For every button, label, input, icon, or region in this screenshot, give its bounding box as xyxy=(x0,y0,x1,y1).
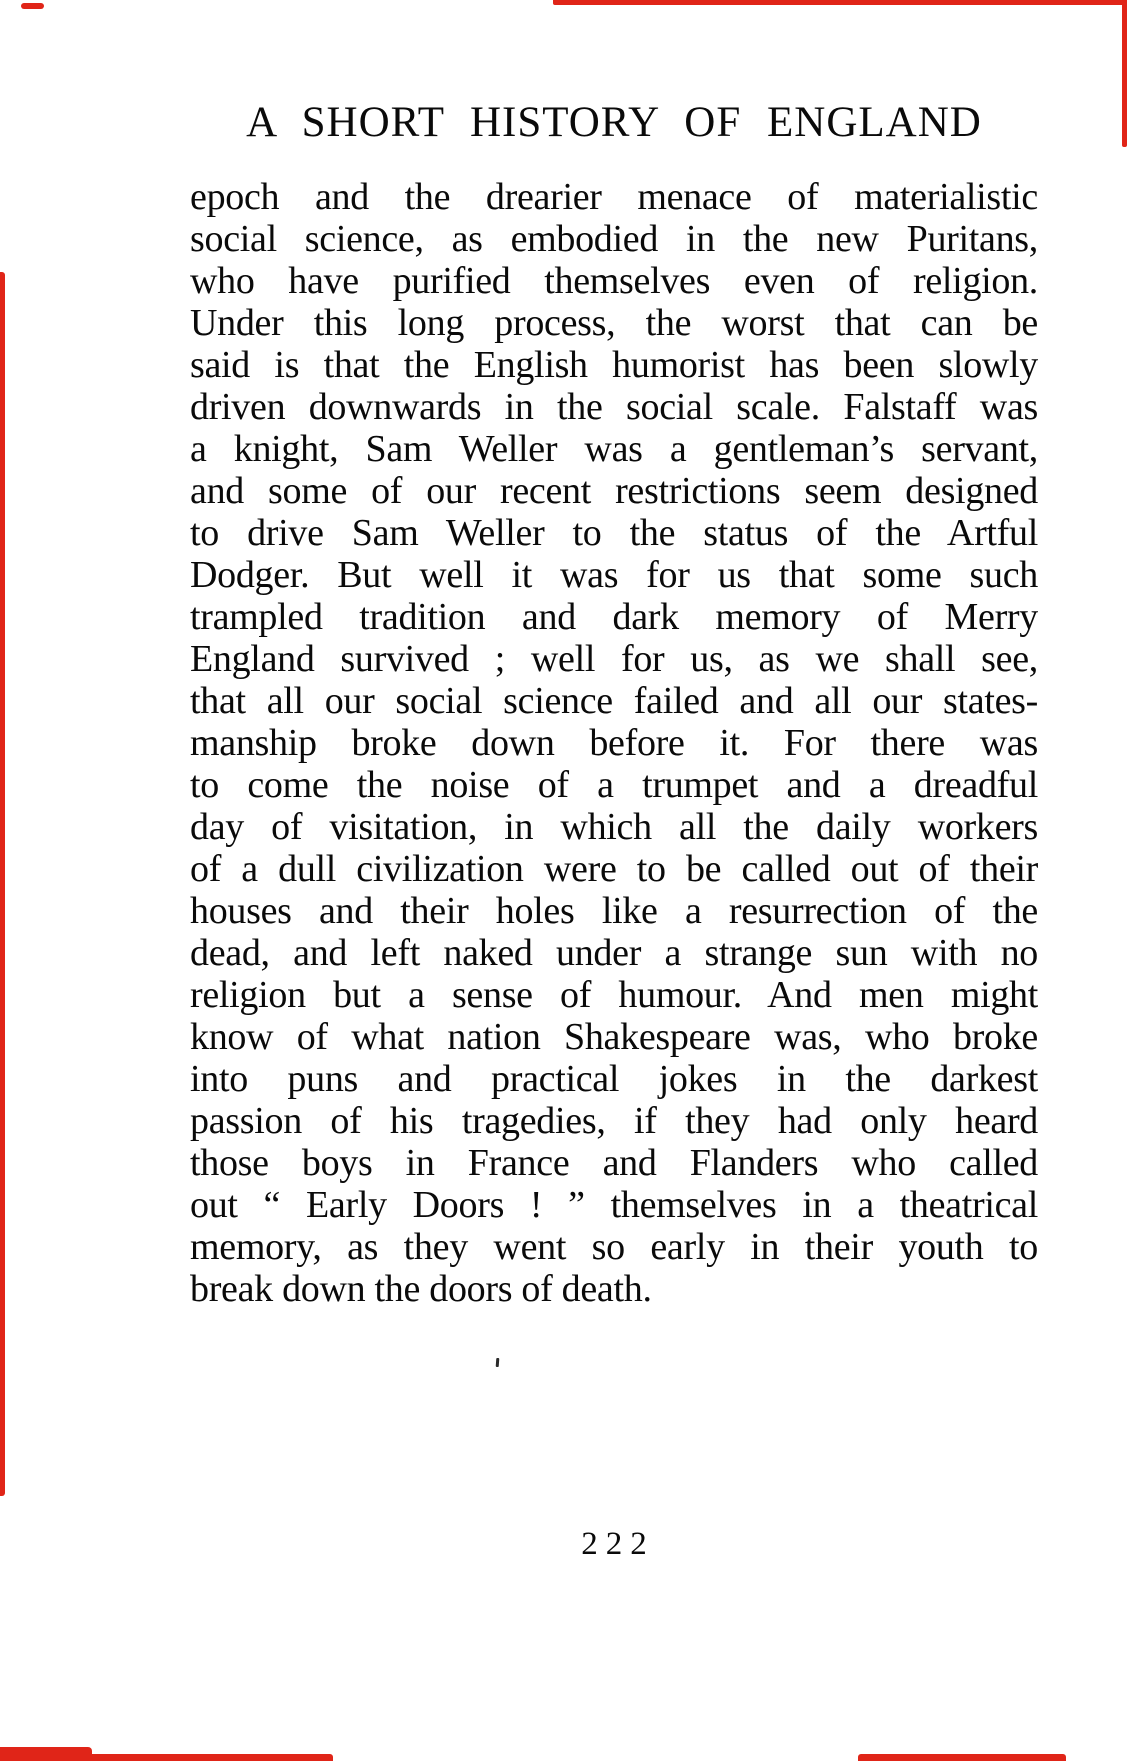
text-line: driven downwards in the social scale. Falstaff was xyxy=(190,386,1038,428)
text-line: to come the noise of a trumpet and a dreadful xyxy=(190,764,1038,806)
page-edge-stain-bottom-left xyxy=(0,1754,333,1761)
text-line: memory, as they went so early in their youth to xyxy=(190,1226,1038,1268)
page-edge-stain-top-left-dash xyxy=(21,3,44,9)
text-line: houses and their holes like a resurrection of the xyxy=(190,890,1038,932)
text-line: said is that the English humorist has been slowly xyxy=(190,344,1038,386)
page-number: 222 xyxy=(581,1526,655,1562)
text-line: religion but a sense of humour. And men might xyxy=(190,974,1038,1016)
page-edge-stain-right-top xyxy=(1122,0,1127,147)
text-line: Dodger. But well it was for us that some such xyxy=(190,554,1038,596)
text-line: Under this long process, the worst that can be xyxy=(190,302,1038,344)
text-line: to drive Sam Weller to the status of the Artful xyxy=(190,512,1038,554)
text-line: day of visitation, in which all the daily workers xyxy=(190,806,1038,848)
text-line: trampled tradition and dark memory of Merry xyxy=(190,596,1038,638)
text-line: of a dull civilization were to be called out of their xyxy=(190,848,1038,890)
text-line: who have purified themselves even of religion. xyxy=(190,260,1038,302)
text-line: break down the doors of death. xyxy=(190,1268,652,1310)
text-line: out “ Early Doors ! ” themselves in a theatrical xyxy=(190,1184,1038,1226)
page-edge-stain-top-right xyxy=(553,0,1127,5)
text-line: passion of his tragedies, if they had only heard xyxy=(190,1100,1038,1142)
running-head-title: A SHORT HISTORY OF ENGLAND xyxy=(246,99,982,146)
text-line: a knight, Sam Weller was a gentleman’s servant, xyxy=(190,428,1038,470)
page-edge-stain-bottom-right xyxy=(858,1754,1066,1761)
text-line: social science, as embodied in the new Puritans, xyxy=(190,218,1038,260)
text-line: those boys in France and Flanders who called xyxy=(190,1142,1038,1184)
text-line: know of what nation Shakespeare was, who broke xyxy=(190,1016,1038,1058)
body-text-block xyxy=(190,176,1038,1310)
text-line: that all our social science failed and all our states- xyxy=(190,680,1038,722)
ink-speck-mark xyxy=(496,1358,500,1367)
text-line: into puns and practical jokes in the darkest xyxy=(190,1058,1038,1100)
text-line: epoch and the drearier menace of materialistic xyxy=(190,176,1038,218)
text-line: England survived ; well for us, as we shall see, xyxy=(190,638,1038,680)
page-edge-stain-left xyxy=(0,272,5,1496)
text-line: manship broke down before it. For there was xyxy=(190,722,1038,764)
text-line: and some of our recent restrictions seem designed xyxy=(190,470,1038,512)
text-line: dead, and left naked under a strange sun with no xyxy=(190,932,1038,974)
